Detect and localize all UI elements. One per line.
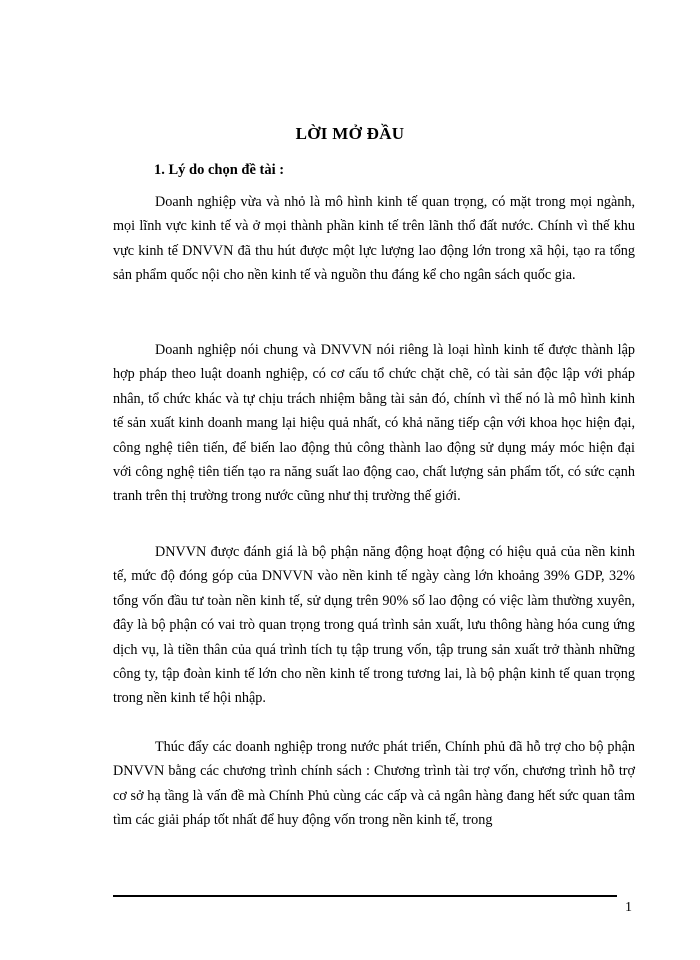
paragraph: Doanh nghiệp vừa và nhỏ là mô hình kinh tế quan trọng, có mặt trong mọi ngành, mọi lĩnh vực kinh tế và ở mọi thành phần kinh tế trên lãnh thổ đất nước. Chính vì thế khu vực kinh tế DNVVN đã thu hút được một lực lượng lao động lớn trong xã hội, tạo ra tổng sản phẩm quốc nội cho nền kinh tế và nguồn thu đáng kể cho ngân sách quốc gia. <box>113 194 635 284</box>
footer-divider <box>113 895 617 897</box>
page-number: 1 <box>625 900 632 915</box>
paragraph: Thúc đẩy các doanh nghiệp trong nước phát triển, Chính phủ đã hỗ trợ cho bộ phận DNVVN bằng các chương trình chính sách : Chương trình tài trợ vốn, chương trình hỗ trợ cơ sở hạ tầng là vấn đề mà Chính Phủ cùng các cấp và cả ngân hàng đang hết sức quan tâm tìm các giải pháp tốt nhất để huy động vốn trong nền kinh tế, trong <box>113 739 635 829</box>
paragraph: Doanh nghiệp nói chung và DNVVN nói riêng là loại hình kinh tế được thành lập hợp pháp theo luật doanh nghiệp, có cơ cấu tổ chức chặt chẽ, có tài sản độc lập với pháp nhân, tổ chức khác và tự chịu trách nhiệm bằng tài sản đó, chính vì thế nó là mô hình kinh tế sản xuất kinh doanh mang lại hiệu quả nhất, có khả năng tiếp cận với khoa học hiện đại, công nghệ tiên tiến, để biến lao động thủ công thành lao động sử dụng máy móc hiện đại với công nghệ tiên tiến tạo ra năng suất lao động cao, chất lượng sản phẩm tốt, có sức cạnh tranh trên thị trường trong nước cũng như thị trường thế giới. <box>113 342 635 505</box>
section-heading: 1. Lý do chọn đề tài : <box>154 162 285 178</box>
paragraph: DNVVN được đánh giá là bộ phận năng động hoạt động có hiệu quả của nền kinh tế, mức độ đóng góp của DNVVN vào nền kinh tế ngày càng lớn khoảng 39% GDP, 32% tổng vốn đầu tư toàn nền kinh tế, sử dụng trên 90% số lao động có việc làm thường xuyên, đây là bộ phận có vai trò quan trọng trong quá trình sản xuất, lưu thông hàng hóa cung ứng dịch vụ, là tiền thân của quá trình tích tụ tập trung vốn, tập trung sản xuất trở thành những công ty, tập đoàn kinh tế lớn cho nền kinh tế trong tương lai, là bộ phận kinh tế quan trọng trong nền kinh tế hội nhập. <box>113 544 635 707</box>
page-title: LỜI MỞ ĐẦU <box>295 124 405 143</box>
